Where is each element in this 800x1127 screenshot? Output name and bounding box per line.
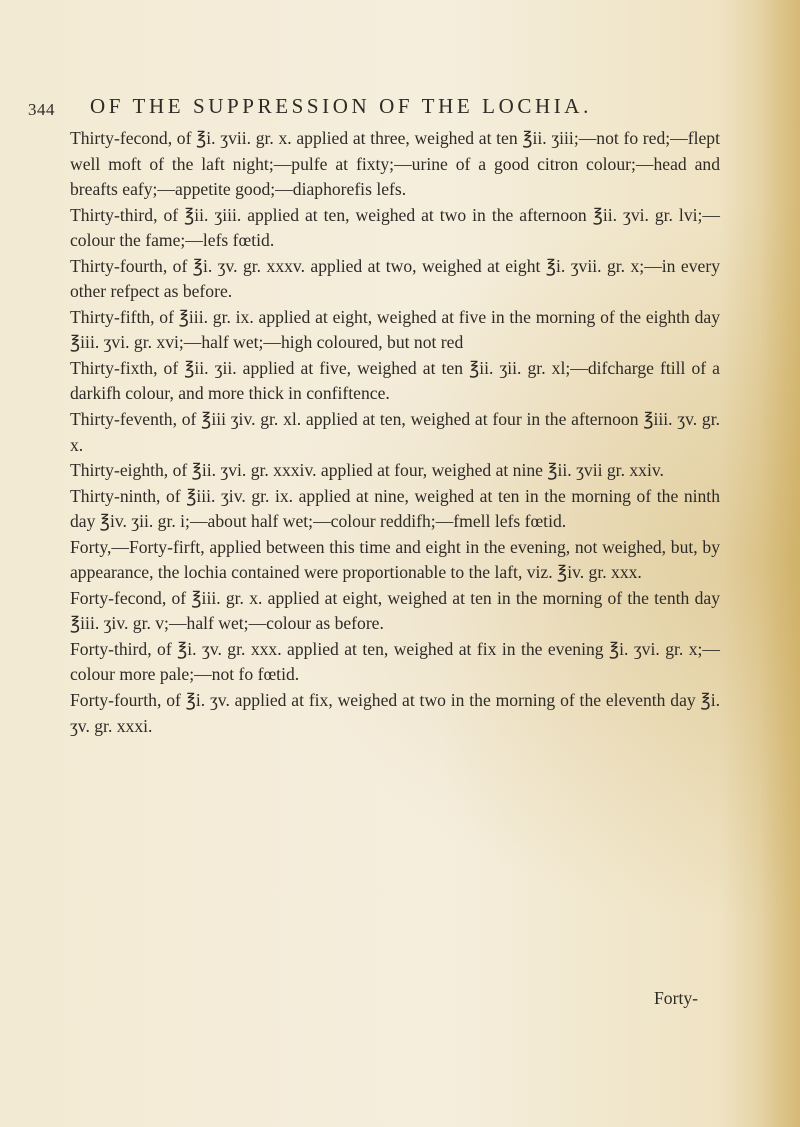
paragraph-thirty-second: Thirty-fecond, of ℥i. ʒvii. gr. x. applied at three, weighed at ten ℥ii. ʒiii;—not fo red;—flept well moft of the laft night;—pulfe at fixty;—urine of a good citron colour;—head and breafts eafy;—appetite good;—diaphorefis lefs.	[70, 128, 720, 200]
paragraph-thirty-third: Thirty-third, of ℥ii. ʒiii. applied at ten, weighed at two in the afternoon ℥ii. ʒvi. gr. lvi;—colour the fame;—lefs fœtid.	[70, 204, 720, 251]
page-number: 344	[28, 100, 55, 119]
paragraph-thirty-fifth: Thirty-fifth, of ℥iii. gr. ix. applied at eight, weighed at five in the morning of the eighth day ℥iii. ʒvi. gr. xvi;—half wet;—high coloured, but not red	[70, 306, 720, 353]
paragraph-thirty-ninth: Thirty-ninth, of ℥iii. ʒiv. gr. ix. applied at nine, weighed at ten in the morning of the ninth day ℥iv. ʒii. gr. i;—about half wet;—colour reddifh;—fmell lefs fœtid.	[70, 485, 720, 532]
paragraph-thirty-fourth: Thirty-fourth, of ℥i. ʒv. gr. xxxv. applied at two, weighed at eight ℥i. ʒvii. gr. x;—in every other refpect as before.	[70, 255, 720, 302]
paragraph-thirty-sixth: Thirty-fixth, of ℥ii. ʒii. applied at five, weighed at ten ℥ii. ʒii. gr. xl;—difcharge ftill of a darkifh colour, and more thick in confiftence.	[70, 357, 720, 404]
running-head	[28, 84, 788, 124]
paragraph-forty: Forty,—Forty-firft, applied between this time and eight in the evening, not weighed, but, by appearance, the lochia contained were proportionable to the laft, viz. ℥iv. gr. xxx.	[70, 536, 720, 583]
page-edge-shading	[760, 0, 800, 1127]
text-body	[70, 126, 720, 739]
paragraph-thirty-seventh: Thirty-feventh, of ℥iii ʒiv. gr. xl. applied at ten, weighed at four in the afternoon ℥iii. ʒv. gr. x.	[70, 409, 720, 455]
paragraph-forty-second: Forty-fecond, of ℥iii. gr. x. applied at eight, weighed at ten in the morning of the tenth day ℥iii. ʒiv. gr. v;—half wet;—colour as before.	[70, 587, 720, 634]
paragraph-thirty-eighth: Thirty-eighth, of ℥ii. ʒvi. gr. xxxiv. applied at four, weighed at nine ℥ii. ʒvii gr. xxiv.	[70, 460, 664, 481]
paragraph-forty-third: Forty-third, of ℥i. ʒv. gr. xxx. applied at ten, weighed at fix in the evening ℥i. ʒvi. gr. x;—colour more pale;—not fo fœtid.	[70, 638, 720, 685]
paragraph-forty-fourth: Forty-fourth, of ℥i. ʒv. applied at fix, weighed at two in the morning of the eleventh day ℥i. ʒv. gr. xxxi.	[70, 690, 720, 736]
running-head-title: OF THE SUPPRESSION OF THE LOCHIA.	[90, 94, 592, 118]
catchword: Forty-	[654, 988, 698, 1008]
